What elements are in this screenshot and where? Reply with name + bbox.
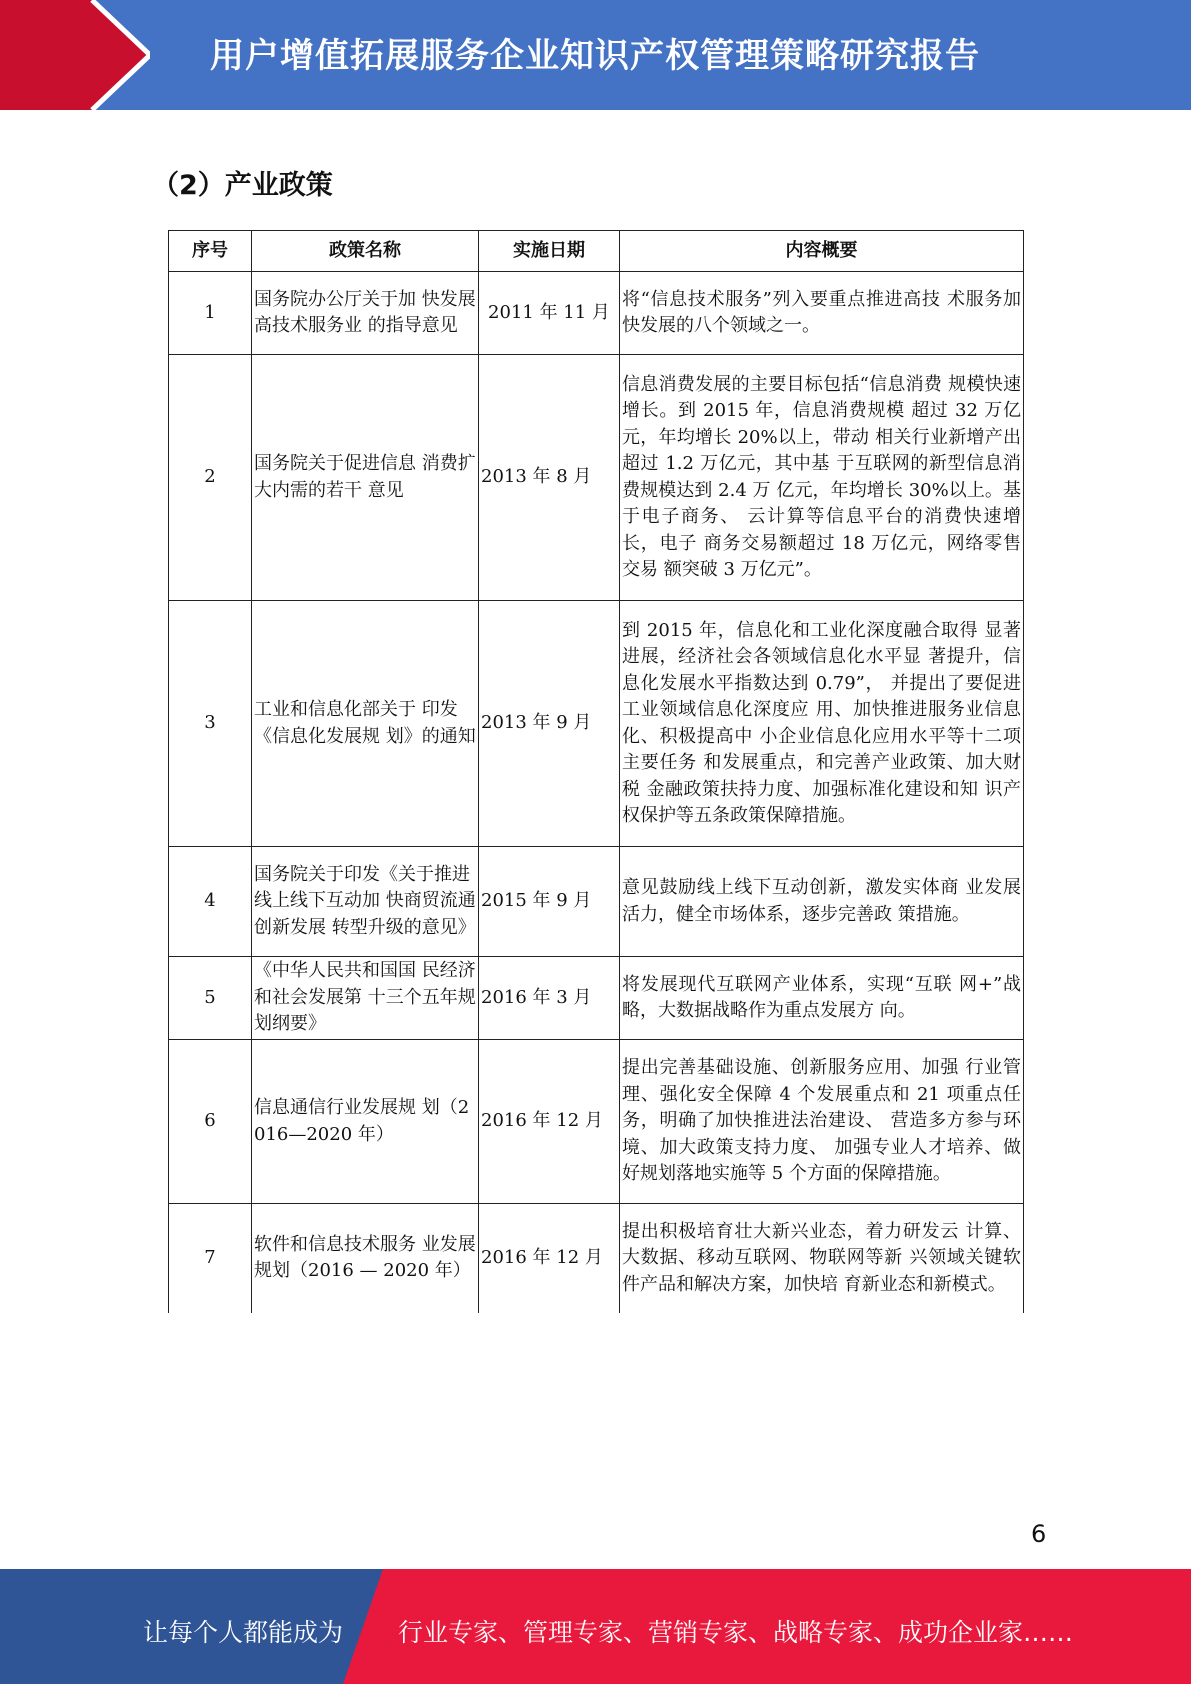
policy-date: 2016 年 3 月 xyxy=(479,957,620,1040)
table-row xyxy=(169,957,1024,1040)
column-header-date: 实施日期 xyxy=(479,231,620,272)
policy-date: 2013 年 9 月 xyxy=(479,601,620,847)
policy-name: 《中华人民共和国国 民经济和社会发展第 十三个五年规划纲要》 xyxy=(252,957,479,1040)
row-number: 7 xyxy=(169,1204,252,1313)
policy-date: 2015 年 9 月 xyxy=(479,847,620,957)
policy-summary: 将“信息技术服务”列入要重点推进高技 术服务加快发展的八个领域之一。 xyxy=(620,272,1024,355)
policy-date: 2011 年 11 月 xyxy=(479,272,620,355)
footer-slogan-left: 让每个人都能成为 xyxy=(143,1618,344,1647)
policy-summary: 将发展现代互联网产业体系，实现“互联 网+”战略，大数据战略作为重点发展方 向。 xyxy=(620,957,1024,1040)
row-number: 3 xyxy=(169,601,252,847)
table-row xyxy=(169,1204,1024,1313)
row-number: 5 xyxy=(169,957,252,1040)
column-header-no: 序号 xyxy=(169,231,252,272)
table-row xyxy=(169,847,1024,957)
report-title: 用户增值拓展服务企业知识产权管理策略研究报告 xyxy=(210,36,980,76)
footer-banner xyxy=(0,1569,1191,1684)
table-row xyxy=(169,272,1024,355)
policy-name: 国务院办公厅关于加 快发展高技术服务业 的指导意见 xyxy=(252,272,479,355)
row-number: 1 xyxy=(169,272,252,355)
policy-summary: 信息消费发展的主要目标包括“信息消费 规模快速增长。到 2015 年，信息消费规模 超过 32 万亿元，年均增长 20%以上，带动 相关行业新增产出超过 1.2 万亿元，其中基 于互联网的新型信息消费规模达到 2.4 万 亿元，年均增长 30%以上。基于电子商务、 云计算等信息平台的消费快速增长，电子 商务交易额超过 18 万亿元，网络零售交易 额突破 3 万亿元”。 xyxy=(620,355,1024,601)
section-heading: （2）产业政策 xyxy=(152,170,333,201)
policy-name: 工业和信息化部关于 印发《信息化发展规 划》的通知 xyxy=(252,601,479,847)
table-header-row xyxy=(169,231,1024,272)
page-number: 6 xyxy=(1031,1520,1047,1548)
policy-summary: 到 2015 年，信息化和工业化深度融合取得 显著进展，经济社会各领域信息化水平显 著提升，信息化发展水平指数达到 0.79”， 并提出了要促进工业领域信息化深度应 用、加快推进服务业信息化、积极提高中 小企业信息化应用水平等十二项主要任务 和发展重点，和完善产业政策、加大财税 金融政策扶持力度、加强标准化建设和知 识产权保护等五条政策保障措施。 xyxy=(620,601,1024,847)
header-banner xyxy=(0,0,1191,110)
policy-name: 软件和信息技术服务 业发展规划（2016 — 2020 年） xyxy=(252,1204,479,1313)
table-row xyxy=(169,601,1024,847)
column-header-summary: 内容概要 xyxy=(620,231,1024,272)
policy-summary: 意见鼓励线上线下互动创新，激发实体商 业发展活力，健全市场体系，逐步完善政 策措施。 xyxy=(620,847,1024,957)
policy-summary: 提出积极培育壮大新兴业态，着力研发云 计算、大数据、移动互联网、物联网等新 兴领域关键软件产品和解决方案，加快培 育新业态和新模式。 xyxy=(620,1204,1024,1313)
policy-date: 2016 年 12 月 xyxy=(479,1040,620,1204)
policy-name: 国务院关于促进信息 消费扩大内需的若干 意见 xyxy=(252,355,479,601)
footer-slogan-right: 行业专家、管理专家、营销专家、战略专家、成功企业家…… xyxy=(398,1618,1074,1647)
row-number: 6 xyxy=(169,1040,252,1204)
row-number: 4 xyxy=(169,847,252,957)
policy-date: 2013 年 8 月 xyxy=(479,355,620,601)
header-arrow-decoration xyxy=(0,0,150,110)
policy-name: 信息通信行业发展规 划（2016—2020 年） xyxy=(252,1040,479,1204)
table-row xyxy=(169,1040,1024,1204)
policy-table xyxy=(168,230,1024,1313)
policy-name: 国务院关于印发《关于推进线上线下互动加 快商贸流通创新发展 转型升级的意见》 xyxy=(252,847,479,957)
policy-date: 2016 年 12 月 xyxy=(479,1204,620,1313)
column-header-name: 政策名称 xyxy=(252,231,479,272)
row-number: 2 xyxy=(169,355,252,601)
policy-summary: 提出完善基础设施、创新服务应用、加强 行业管理、强化安全保障 4 个发展重点和 21 项重点任务，明确了加快推进法治建设、 营造多方参与环境、加大政策支持力度、 加强专业人才培养、做好规划落地实施等 5 个方面的保障措施。 xyxy=(620,1040,1024,1204)
table-row xyxy=(169,355,1024,601)
